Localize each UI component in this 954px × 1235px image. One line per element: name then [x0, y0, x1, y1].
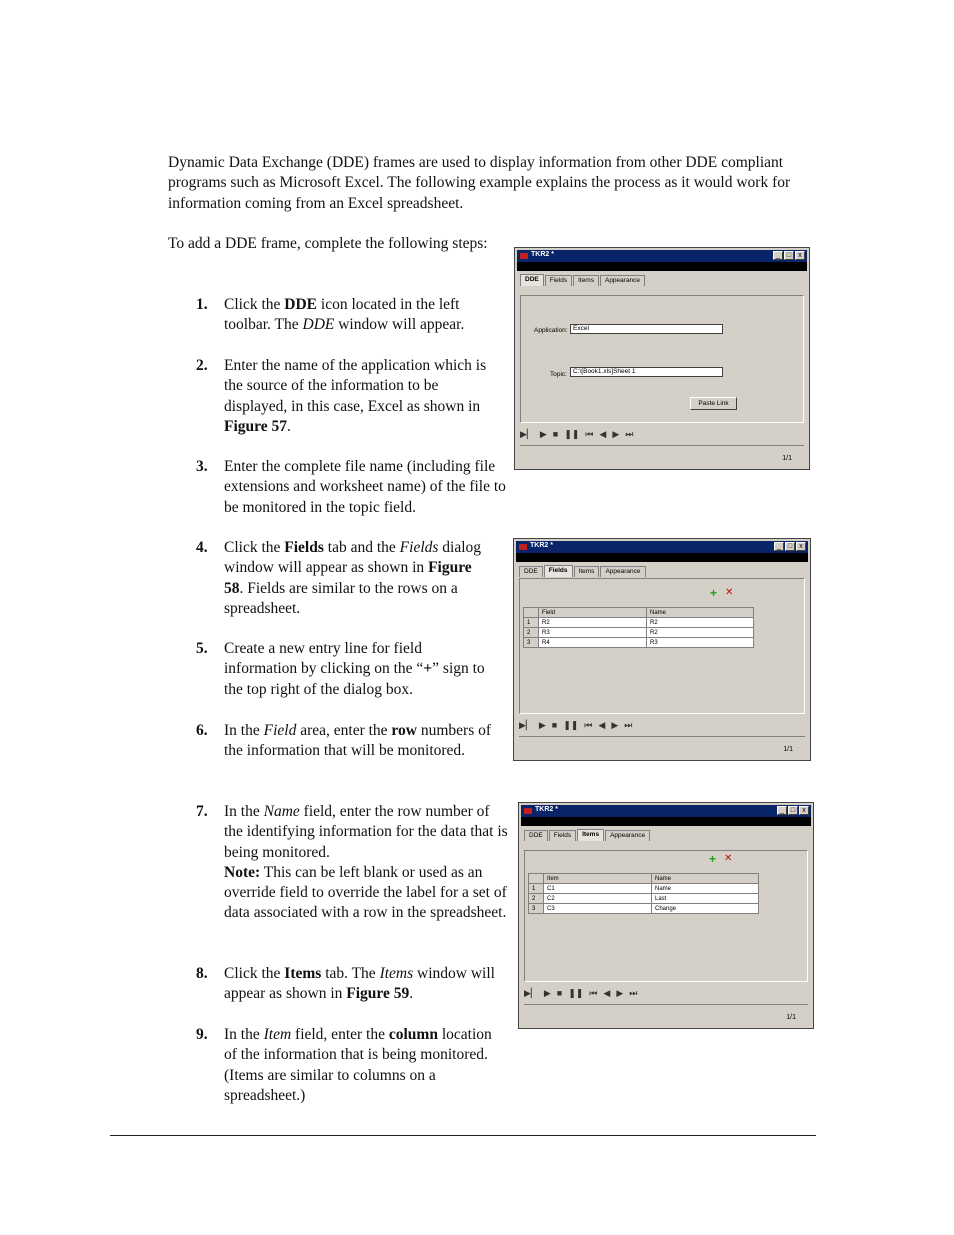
app-icon: [524, 808, 532, 814]
step-1: 1. Click the DDE icon located in the left toolbar. The DDE window will appear.: [196, 296, 465, 334]
fields-table: [523, 607, 754, 648]
step-9: 9. In the Item field, enter the column location of the information that is being monitored. (Items are similar to columns on a spreadsheet.): [196, 1026, 492, 1104]
intro-paragraph: Dynamic Data Exchange (DDE) frames are used to display information from other DDE compliant programs such as Microsoft Excel. The following example explains the process as it would work for information coming from an Excel spreadsheet.: [168, 154, 791, 212]
pause-icon[interactable]: ❚❚: [568, 988, 584, 998]
field-cell[interactable]: R3: [539, 628, 647, 638]
name-cell[interactable]: R2: [647, 618, 754, 628]
status-bar: [524, 1004, 808, 1026]
play-first-icon[interactable]: ▶▏: [519, 720, 533, 730]
skip-forward-icon[interactable]: ⏭: [629, 988, 638, 998]
column-header-name[interactable]: Name: [652, 874, 759, 884]
step-7: 7. In the Name field, enter the row number of the identifying information for the data that is being monitored. Note: This can be left blank or used as an override field to override the label for a set of data associated with a row in the spreadsheet.: [196, 803, 508, 922]
column-header-item[interactable]: Item: [544, 874, 652, 884]
item-cell[interactable]: C1: [544, 884, 652, 894]
topic-input[interactable]: C:\[Book1.xls]Sheet 1: [570, 367, 723, 377]
close-button[interactable]: x: [795, 251, 805, 260]
menu-bar: [517, 262, 807, 271]
play-icon[interactable]: ▶: [539, 429, 547, 439]
title-bar[interactable]: [521, 805, 811, 817]
step-8: 8. Click the Items tab. The Items window will appear as shown in Figure 59.: [196, 965, 495, 1003]
title-bar[interactable]: [517, 250, 807, 262]
tab-appearance[interactable]: Appearance: [605, 830, 650, 841]
step-forward-icon[interactable]: ▶: [611, 720, 619, 730]
table-row[interactable]: 3 C3 Change: [529, 904, 759, 914]
minimize-button[interactable]: _: [773, 251, 783, 260]
step-6: 6. In the Field area, enter the row numbers of the information that will be monitored.: [196, 722, 492, 760]
dde-window: [514, 247, 810, 470]
skip-forward-icon[interactable]: ⏭: [624, 720, 633, 730]
tab-bar: [524, 830, 651, 841]
column-header-name[interactable]: Name: [647, 608, 754, 618]
window-title: TKR2 *: [530, 542, 553, 549]
add-row-icon[interactable]: +: [709, 852, 717, 866]
tab-fields[interactable]: Fields: [544, 565, 573, 577]
table-row[interactable]: 3 R4 R3: [524, 638, 754, 648]
application-label: Application:: [534, 327, 568, 334]
step-4: 4. Click the Fields tab and the Fields dialog window will appear as shown in Figure 58. Fields are similar to the rows on a spreadsheet.: [196, 539, 482, 617]
play-first-icon[interactable]: ▶▏: [520, 429, 534, 439]
stop-icon[interactable]: ■: [552, 429, 559, 439]
step-forward-icon[interactable]: ▶: [616, 988, 624, 998]
name-cell[interactable]: R2: [647, 628, 754, 638]
skip-back-icon[interactable]: ⏮: [584, 720, 593, 730]
status-text: 1/1: [783, 746, 793, 753]
item-cell[interactable]: C2: [544, 894, 652, 904]
table-row[interactable]: 1 C1 Name: [529, 884, 759, 894]
playback-toolbar: [520, 426, 633, 442]
stop-icon[interactable]: ■: [556, 988, 563, 998]
status-bar: [519, 736, 805, 758]
fields-panel: [519, 578, 805, 714]
application-input[interactable]: Excel: [570, 324, 723, 334]
status-bar: [520, 445, 804, 467]
tab-bar: [519, 566, 647, 577]
add-row-icon[interactable]: +: [710, 586, 718, 600]
name-cell[interactable]: Change: [652, 904, 759, 914]
maximize-button[interactable]: □: [784, 251, 794, 260]
fields-window: [513, 538, 811, 761]
tab-appearance[interactable]: Appearance: [600, 566, 645, 577]
tab-dde[interactable]: DDE: [524, 830, 548, 841]
tab-dde[interactable]: DDE: [519, 566, 543, 577]
close-button[interactable]: x: [796, 542, 806, 551]
name-cell[interactable]: R3: [647, 638, 754, 648]
name-cell[interactable]: Last: [652, 894, 759, 904]
skip-back-icon[interactable]: ⏮: [589, 988, 598, 998]
play-icon[interactable]: ▶: [543, 988, 551, 998]
app-icon: [520, 253, 528, 259]
lead-paragraph: To add a DDE frame, complete the following steps:: [168, 235, 488, 252]
items-table: [528, 873, 759, 914]
close-button[interactable]: x: [799, 806, 809, 815]
step-2: 2. Enter the name of the application which is the source of the information to be displayed, in this case, Excel as shown in Figure 57.: [196, 357, 487, 435]
remove-row-icon[interactable]: ✕: [724, 853, 733, 864]
table-row[interactable]: 2 C2 Last: [529, 894, 759, 904]
footer-rule: [110, 1135, 816, 1136]
app-icon: [519, 544, 527, 550]
menu-bar: [516, 553, 808, 562]
playback-toolbar: [524, 985, 637, 1001]
name-cell[interactable]: Name: [652, 884, 759, 894]
table-row[interactable]: 1 R2 R2: [524, 618, 754, 628]
step-back-icon[interactable]: ◀: [603, 988, 611, 998]
field-cell[interactable]: R2: [539, 618, 647, 628]
play-first-icon[interactable]: ▶▏: [524, 988, 538, 998]
topic-label: Topic:: [550, 371, 567, 378]
tab-appearance[interactable]: Appearance: [600, 275, 645, 286]
status-text: 1/1: [782, 455, 792, 462]
dde-panel: [520, 295, 804, 423]
item-cell[interactable]: C3: [544, 904, 652, 914]
status-text: 1/1: [786, 1014, 796, 1021]
field-cell[interactable]: R4: [539, 638, 647, 648]
step-forward-icon[interactable]: ▶: [612, 429, 620, 439]
playback-toolbar: [519, 717, 632, 733]
tab-dde[interactable]: DDE: [520, 274, 544, 286]
minimize-button[interactable]: _: [774, 542, 784, 551]
step-back-icon[interactable]: ◀: [599, 429, 607, 439]
pause-icon[interactable]: ❚❚: [563, 720, 579, 730]
pause-icon[interactable]: ❚❚: [564, 429, 580, 439]
skip-back-icon[interactable]: ⏮: [585, 429, 594, 439]
maximize-button[interactable]: □: [788, 806, 798, 815]
remove-row-icon[interactable]: ✕: [725, 587, 734, 598]
stop-icon[interactable]: ■: [551, 720, 558, 730]
step-back-icon[interactable]: ◀: [598, 720, 606, 730]
minimize-button[interactable]: _: [777, 806, 787, 815]
play-icon[interactable]: ▶: [538, 720, 546, 730]
paste-link-button[interactable]: Paste Link: [690, 397, 737, 410]
step-5: 5. Create a new entry line for field information by clicking on the “+” sign to the top right of the dialog box.: [196, 640, 485, 698]
items-window: [518, 802, 814, 1029]
tab-fields[interactable]: Fields: [545, 275, 572, 286]
maximize-button[interactable]: □: [785, 542, 795, 551]
window-title: TKR2 *: [535, 806, 558, 813]
window-title: TKR2 *: [531, 251, 554, 258]
tab-bar: [520, 275, 646, 286]
step-3: 3. Enter the complete file name (including file extensions and worksheet name) of the file to be monitored in the topic field.: [196, 458, 506, 516]
menu-bar: [521, 817, 811, 826]
tab-items[interactable]: Items: [577, 829, 604, 841]
items-panel: [524, 850, 808, 982]
skip-forward-icon[interactable]: ⏭: [625, 429, 634, 439]
tab-items[interactable]: Items: [574, 566, 600, 577]
column-header-field[interactable]: Field: [539, 608, 647, 618]
table-row[interactable]: 2 R3 R2: [524, 628, 754, 638]
title-bar[interactable]: [516, 541, 808, 553]
tab-items[interactable]: Items: [573, 275, 599, 286]
tab-fields[interactable]: Fields: [549, 830, 576, 841]
